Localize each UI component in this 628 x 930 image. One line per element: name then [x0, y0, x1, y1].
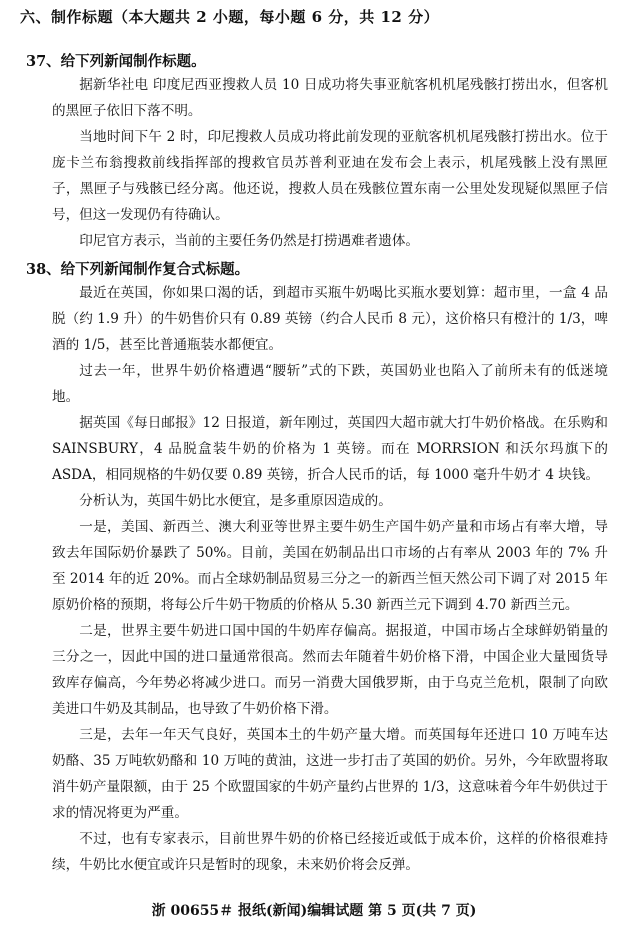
q38-paragraph-5: 一是，美国、新西兰、澳大利亚等世界主要牛奶生产国牛奶产量和市场占有率大增，导致去年国际奶价暴跌了 50%。目前，美国在奶制品出口市场的占有率从 2003 年的 7% 升至 2014 年的近 20%。而占全球奶制品贸易三分之一的新西兰恒天然公司下调了对 2015 年原奶价格的预期，将每公斤牛奶干物质的价格从 5.30 新西兰元下调到 4.70 新西兰元。 — [52, 519, 609, 613]
q38-paragraph-4: 分析认为，英国牛奶比水便宜，是多重原因造成的。 — [79, 493, 392, 509]
q38-paragraph-2: 过去一年，世界牛奶价格遭遇“腰斩”式的下跌，英国奶业也陷入了前所未有的低迷境地。 — [52, 363, 608, 405]
q38-paragraph-6: 二是，世界主要牛奶进口国中国的牛奶库存偏高。据报道，中国市场占全球鲜奶销量的三分之一，因此中国的进口量通常很高。然而去年随着牛奶价格下滑，中国企业大量囤货导致库存偏高，今年势必将减少进口。而另一消费大国俄罗斯，由于乌克兰危机，限制了向欧美进口牛奶及其制品，也导致了牛奶价格下滑。 — [52, 623, 608, 717]
section-title: 六、制作标题（本大题共 2 小题，每小题 6 分，共 12 分） — [20, 8, 440, 26]
q38-paragraph-3: 据英国《每日邮报》12 日报道，新年刚过，英国四大超市就大打牛奶价格战。在乐购和 SAINSBURY，4 品脱盒装牛奶的价格为 1 英镑。而在 MORRSION 和沃尔玛旗下的 ASDA，相同规格的牛奶仅要 0.89 英镑，折合人民币的话，每 1000 毫升牛奶才 4 块钱。 — [52, 415, 608, 483]
question-37-title: 37、给下列新闻制作标题。 — [26, 53, 206, 70]
q38-paragraph-8: 不过，也有专家表示，目前世界牛奶的价格已经接近或低于成本价，这样的价格很难持续，牛奶比水便宜或许只是暂时的现象，未来奶价将会反弹。 — [52, 831, 608, 873]
q37-paragraph-2: 当地时间下午 2 时，印尼搜救人员成功将此前发现的亚航客机机尾残骸打捞出水。位于庞卡兰布翁搜救前线指挥部的搜救官员苏普利亚迪在发布会上表示，机尾残骸上没有黑匣子，黑匣子与残骸已经分离。他还说，搜救人员在残骸位置东南一公里处发现疑似黑匣子信号，但这一发现仍有待确认。 — [52, 129, 608, 223]
page-footer: 浙 00655＃ 报纸(新闻)编辑试题 第 5 页(共 7 页) — [151, 903, 477, 919]
q38-paragraph-7: 三是，去年一年天气良好，英国本土的牛奶产量大增。而英国每年还进口 10 万吨车达奶酪、35 万吨软奶酪和 10 万吨的黄油，这进一步打击了英国的奶价。另外，今年欧盟将取消牛奶产量限额，由于 25 个欧盟国家的牛奶产量约占世界的 1/3，这意味着今年牛奶供过于求的情况将更为严重。 — [52, 727, 608, 821]
q38-paragraph-1: 最近在英国，你如果口渴的话，到超市买瓶牛奶喝比买瓶水要划算：超市里，一盒 4 品脱（约 1.9 升）的牛奶售价只有 0.89 英镑（约合人民币 8 元），这价格只有橙汁的 1/3，啤酒的 1/5，甚至比普通瓶装水都便宜。 — [52, 285, 608, 353]
q37-paragraph-1: 据新华社电 印度尼西亚搜救人员 10 日成功将失事亚航客机机尾残骸打捞出水，但客机的黑匣子依旧下落不明。 — [52, 77, 608, 119]
question-38-title: 38、给下列新闻制作复合式标题。 — [26, 261, 250, 278]
q37-paragraph-3: 印尼官方表示，当前的主要任务仍然是打捞遇难者遗体。 — [79, 233, 420, 249]
